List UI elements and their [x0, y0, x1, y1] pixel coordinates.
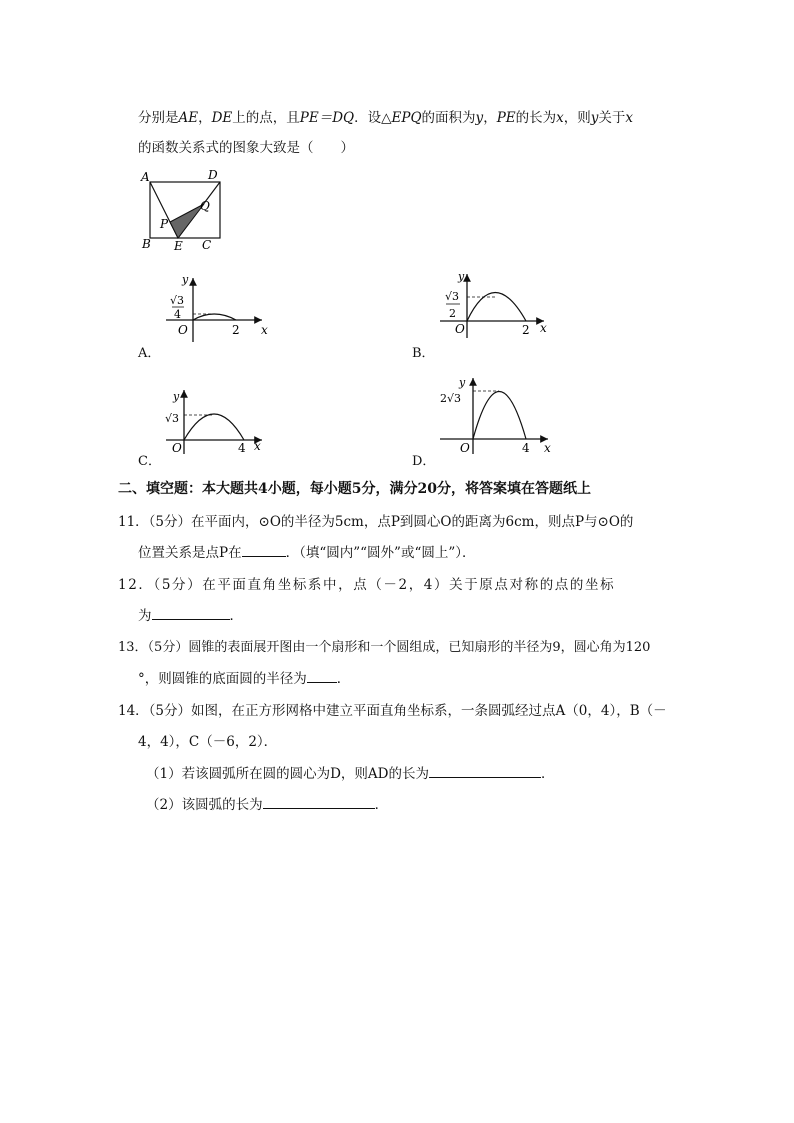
option-D-label[interactable]: D． — [412, 454, 436, 469]
q10-line-1 — [138, 106, 633, 126]
q12-text-2: ． — [229, 608, 243, 624]
curve — [193, 314, 236, 320]
q10-EPQ: EPQ — [391, 110, 422, 126]
q10-AE: AE — [178, 110, 199, 126]
origin-label: O — [460, 441, 470, 455]
q14-sub2-text: （2）该圆弧的长为 — [146, 797, 263, 813]
q11-line-2 — [138, 541, 476, 561]
q10-line-2: 的函数关系式的图象大致是（ ） — [138, 140, 354, 156]
ymax-label: √3 — [445, 290, 460, 303]
option-B-label[interactable]: B． — [412, 346, 435, 361]
ymax-den-label: 4 — [174, 308, 181, 321]
q10-y: y — [475, 110, 484, 126]
q14-sub1-text: （1）若该圆弧所在圆的圆心为D，则AD的长为 — [146, 766, 429, 782]
triangle-EPQ — [170, 204, 204, 238]
q10-x: x — [556, 110, 564, 126]
section-heading: 二、填空题：本大题共4小题，每小题5分，满分20分，将答案填在答题纸上 — [118, 481, 591, 497]
q10-text-3: ．设△ — [354, 110, 392, 126]
q14-sub1-text-2: ． — [541, 766, 555, 782]
y-axis-label: y — [182, 273, 189, 286]
option-C-graph[interactable] — [162, 384, 272, 456]
label-D: D — [208, 168, 218, 182]
q10-PE-eq-DQ: PE＝DQ — [299, 110, 355, 126]
label-P: P — [160, 217, 169, 231]
curve — [467, 293, 526, 322]
q13-text: °，则圆锥的底面圆的半径为 — [138, 671, 307, 687]
q13-text-2: ． — [336, 671, 351, 687]
q14-sub2-answer-blank[interactable] — [263, 796, 375, 809]
x-axis-label: x — [254, 439, 261, 453]
q11-answer-blank[interactable] — [242, 544, 286, 557]
q12-line-2 — [138, 604, 243, 624]
q14-line-2: 4，4），C（－6，2）． — [138, 734, 278, 750]
q10-PE: PE — [496, 110, 516, 126]
origin-label: O — [455, 322, 465, 336]
q10-text: 分别是 — [138, 110, 179, 126]
q10-y-2: y — [590, 110, 599, 126]
ymax-label: √3 — [165, 412, 180, 425]
q13-line-2 — [138, 667, 350, 687]
q11-text: 位置关系是点P在 — [138, 545, 242, 561]
q10-text-8: 关于 — [598, 110, 626, 126]
xmax-label: 2 — [232, 323, 240, 337]
y-axis-label: y — [459, 376, 466, 389]
q14-sub2-text-2: ． — [374, 797, 389, 813]
option-C-label[interactable]: C． — [138, 454, 161, 469]
origin-label: O — [172, 441, 182, 455]
q12-text: 为 — [138, 608, 152, 624]
x-axis-label: x — [540, 321, 547, 335]
q14-sub-1 — [146, 762, 555, 782]
option-B-graph[interactable] — [436, 268, 556, 340]
origin-label: O — [178, 323, 188, 337]
q10-DE: DE — [211, 110, 233, 126]
xmax-label: 4 — [522, 441, 530, 455]
xmax-label: 4 — [238, 441, 246, 455]
q10-text-4: 的面积为 — [421, 110, 476, 126]
y-axis-label: y — [458, 270, 465, 283]
label-E: E — [174, 239, 183, 252]
q13-answer-blank[interactable] — [307, 670, 337, 683]
label-B: B — [142, 237, 151, 251]
q10-x-2: x — [625, 110, 634, 126]
q11-line-1: 11．（5分）在平面内，⊙O的半径为5cm，点P到圆心O的距离为6cm，则点P与⊙O的 — [118, 514, 634, 530]
y-axis-label: y — [173, 390, 180, 403]
x-axis-label: x — [544, 441, 551, 455]
q14-line-1: 14．（5分）如图，在正方形网格中建立平面直角坐标系，一条圆弧经过点A（0，4），B（－ — [118, 703, 667, 719]
q14-sub1-answer-blank[interactable] — [429, 765, 541, 778]
q14-sub-2 — [146, 793, 388, 813]
label-C: C — [202, 238, 212, 252]
option-D-graph[interactable] — [436, 372, 556, 456]
ymax-den-label: 2 — [449, 307, 456, 320]
label-A: A — [141, 170, 150, 184]
label-Q: Q — [200, 199, 210, 213]
ymax-label: 2√3 — [440, 392, 462, 405]
q13-line-1: 13．（5分）圆锥的表面展开图由一个扇形和一个圆组成，已知扇形的半径为9，圆心角为120 — [118, 640, 651, 655]
option-A-graph[interactable] — [162, 272, 282, 342]
q10-text-5: ， — [483, 110, 497, 126]
option-A-label[interactable]: A． — [138, 346, 161, 361]
q10-text-6: 的长为 — [515, 110, 557, 126]
ymax-label: √3 — [170, 294, 185, 307]
q10-comma: ， — [198, 110, 212, 126]
q10-text-2: 上的点，且 — [232, 110, 300, 126]
curve — [473, 392, 526, 440]
q12-answer-blank[interactable] — [152, 607, 230, 620]
q11-text-2: ．（填“圆内”“圆外”或“圆上”）． — [285, 545, 476, 561]
x-axis-label: x — [261, 323, 268, 337]
rectangle-figure — [138, 168, 228, 252]
q10-text-7: ，则 — [563, 110, 591, 126]
curve — [184, 414, 244, 440]
q12-line-1: 12．（5分）在平面直角坐标系中，点（－2，4）关于原点对称的点的坐标 — [118, 577, 616, 593]
xmax-label: 2 — [522, 323, 530, 337]
